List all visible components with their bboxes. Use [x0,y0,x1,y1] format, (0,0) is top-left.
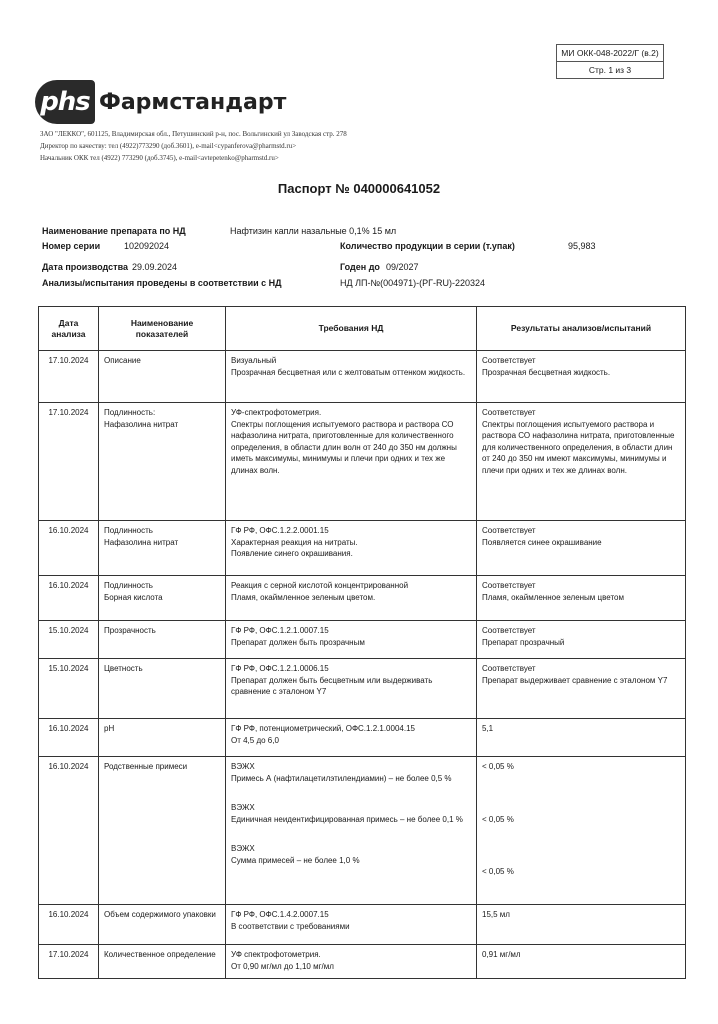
cell-indicator [99,719,226,757]
cell-line: Родственные примеси [104,762,188,771]
company-logo [35,80,286,124]
table-row [39,521,686,576]
cell-line: Пламя, окаймленное зеленым цветом [482,592,624,602]
cell-result [477,351,686,403]
batch-label: Номер серии [42,241,101,251]
cell-requirement [226,945,477,979]
header-indicator: Наименование показателей [99,307,226,351]
cell-requirement [226,719,477,757]
cell-indicator [99,351,226,403]
cell-line: Примесь А (нафтилацетилэтилендиамин) – не более 0,5 % [231,773,452,783]
spacer [231,784,471,802]
impurity-result: < 0,05 % [482,762,514,771]
batch-value: 102092024 [124,241,170,251]
cell-result [477,403,686,521]
cell-requirement [226,521,477,576]
table-row [39,719,686,757]
cell-line: Появляется синее окрашивание [482,537,602,547]
page-title: Паспорт № 040000641052 [277,181,441,196]
cell-line: Соответствует [482,581,536,590]
cell-date: 16.10.2024 [39,757,99,905]
cell-line: В соответствии с требованиями [231,921,350,931]
contact-line: Директор по качеству: тел (4922)773290 (доб.3601), e-mail<cypanferova@pharmstd.ru> [40,142,297,150]
cell-date: 17.10.2024 [39,945,99,979]
impurity-result: < 0,05 % [482,814,514,824]
document-code: МИ ОКК-048-2022/Г (в.2) [561,48,659,58]
cell-line: Соответствует [482,664,536,673]
cell-result [477,757,686,905]
table-header-row [39,307,686,351]
production-date-value: 29.09.2024 [132,262,178,272]
cell-result [477,576,686,621]
page-counter: Стр. 1 из 3 [557,61,663,78]
table-row [39,576,686,621]
cell-date: 17.10.2024 [39,351,99,403]
cell-date: 16.10.2024 [39,719,99,757]
cell-requirement [226,621,477,659]
cell-line: Количественное определение [104,950,216,959]
production-date-label: Дата производства [42,262,128,272]
cell-indicator [99,945,226,979]
cell-result [477,521,686,576]
cell-line: Характерная реакция на нитраты. [231,537,358,547]
logo-badge: phs [35,80,95,124]
cell-line: Препарат выдерживает сравнение с эталоном Y7 [482,675,668,685]
quantity-label: Количество продукции в серии (т.упак) [340,241,515,251]
cell-line: Нафазолина нитрат [104,537,179,547]
document-code-box [556,44,664,79]
contact-line: ЗАО "ЛЕККО", 601125, Владимирская обл., Петушинский р-н, пос. Вольгинский ул Заводская стр. 278 [40,130,347,138]
cell-line: Визуальный [231,356,277,365]
expiry-label: Годен до [340,262,380,272]
cell-requirement [226,351,477,403]
cell-line: 15,5 мл [482,910,510,919]
cell-requirement [226,659,477,719]
cell-line: УФ-спектрофотометрия. [231,408,322,417]
cell-line: Пламя, окаймленное зеленым цветом. [231,592,376,602]
cell-indicator [99,576,226,621]
cell-line: Соответствует [482,626,536,635]
table-row [39,757,686,905]
cell-date: 17.10.2024 [39,403,99,521]
cell-line: ГФ РФ, ОФС.1.4.2.0007.15 [231,910,329,919]
cell-result [477,905,686,945]
nd-label: Анализы/испытания проведены в соответствии с НД [42,278,282,288]
table-row [39,945,686,979]
drug-label: Наименование препарата по НД [42,226,186,236]
company-contacts [40,128,347,164]
header-requirements: Требования НД [226,307,477,351]
cell-line: Описание [104,356,141,365]
cell-indicator [99,403,226,521]
cell-date: 15.10.2024 [39,621,99,659]
cell-line: От 0,90 мг/мл до 1,10 мг/мл [231,961,334,971]
cell-line: ГФ РФ, ОФС.1.2.1.0006.15 [231,664,329,673]
table-row [39,659,686,719]
cell-line: Борная кислота [104,592,163,602]
logo-name: Фармстандарт [99,89,287,115]
cell-line: Соответствует [482,356,536,365]
cell-date: 16.10.2024 [39,576,99,621]
cell-date: 16.10.2024 [39,905,99,945]
quantity-value: 95,983 [568,241,596,251]
cell-line: Цветность [104,664,143,673]
cell-line: Спектры поглощения испытуемого раствора и раствора СО нафазолина нитрата, приготовленные для количественного определения, в области длин волн от 240 до 350 нм должны иметь максимумы, минимумы и плечи при одних и тех же длинах волн. [231,419,457,475]
expiry-value: 09/2027 [386,262,419,272]
cell-line: Сумма примесей – не более 1,0 % [231,855,360,865]
cell-indicator [99,621,226,659]
cell-line: Подлинность [104,526,153,535]
cell-requirement [226,757,477,905]
table-body [39,351,686,979]
nd-value: НД ЛП-№(004971)-(РГ-RU)-220324 [340,278,486,288]
cell-line: pH [104,724,115,733]
cell-line: Прозрачная бесцветная или с желтоватым оттенком жидкость. [231,367,466,377]
spacer [231,825,471,843]
cell-line: 5,1 [482,724,494,733]
cell-line: Соответствует [482,408,536,417]
cell-requirement [226,905,477,945]
analysis-table [38,306,686,979]
cell-line: Прозрачная бесцветная жидкость. [482,367,611,377]
cell-line: Реакция с серной кислотой концентрированной [231,581,409,590]
cell-indicator [99,905,226,945]
cell-line: ГФ РФ, ОФС.1.2.2.0001.15 [231,526,329,535]
cell-result [477,945,686,979]
cell-line: ГФ РФ, ОФС.1.2.1.0007.15 [231,626,329,635]
cell-result [477,659,686,719]
cell-line: ВЭЖХ [231,844,255,853]
cell-date: 16.10.2024 [39,521,99,576]
cell-line: Единичная неидентифицированная примесь – не более 0,1 % [231,814,463,824]
cell-indicator [99,757,226,905]
cell-line: ВЭЖХ [231,762,255,771]
cell-result [477,719,686,757]
cell-line: 0,91 мг/мл [482,950,521,959]
table-row [39,351,686,403]
cell-indicator [99,521,226,576]
contact-line: Начальник ОКК тел (4922) 773290 (доб.3745), e-mail<avtepetenko@pharmstd.ru> [40,154,279,162]
cell-line: Подлинность [104,581,153,590]
cell-line: Появление синего окрашивания. [231,549,353,558]
cell-line: Прозрачность [104,626,156,635]
cell-line: Препарат прозрачный [482,637,565,647]
cell-line: ВЭЖХ [231,803,255,812]
cell-requirement [226,576,477,621]
table-row [39,621,686,659]
cell-date: 15.10.2024 [39,659,99,719]
header-date: Дата анализа [39,307,99,351]
cell-line: Нафазолина нитрат [104,419,179,429]
cell-line: Препарат должен быть прозрачным [231,637,365,647]
header-results: Результаты анализов/испытаний [477,307,686,351]
cell-line: Соответствует [482,526,536,535]
cell-line: Подлинность: [104,408,156,417]
cell-line: Препарат должен быть бесцветным или выдерживать сравнение с эталоном Y7 [231,675,433,696]
impurity-result: < 0,05 % [482,867,514,876]
table-row [39,905,686,945]
cell-line: От 4,5 до 6,0 [231,735,279,745]
cell-line: Спектры поглощения испытуемого раствора и раствора СО нафазолина нитрата, приготовленные для количественного определения, в области длин от 240 до 350 нм имеют максимумы, минимумы и плечи при одних и тех же длинах волн. [482,419,675,475]
table-row [39,403,686,521]
drug-value: Нафтизин капли назальные 0,1% 15 мл [230,226,397,236]
cell-line: Объем содержимого упаковки [104,910,216,919]
cell-indicator [99,659,226,719]
cell-line: ГФ РФ, потенциометрический, ОФС.1.2.1.0004.15 [231,724,415,733]
cell-line: УФ спектрофотометрия. [231,950,321,959]
cell-requirement [226,403,477,521]
cell-result [477,621,686,659]
